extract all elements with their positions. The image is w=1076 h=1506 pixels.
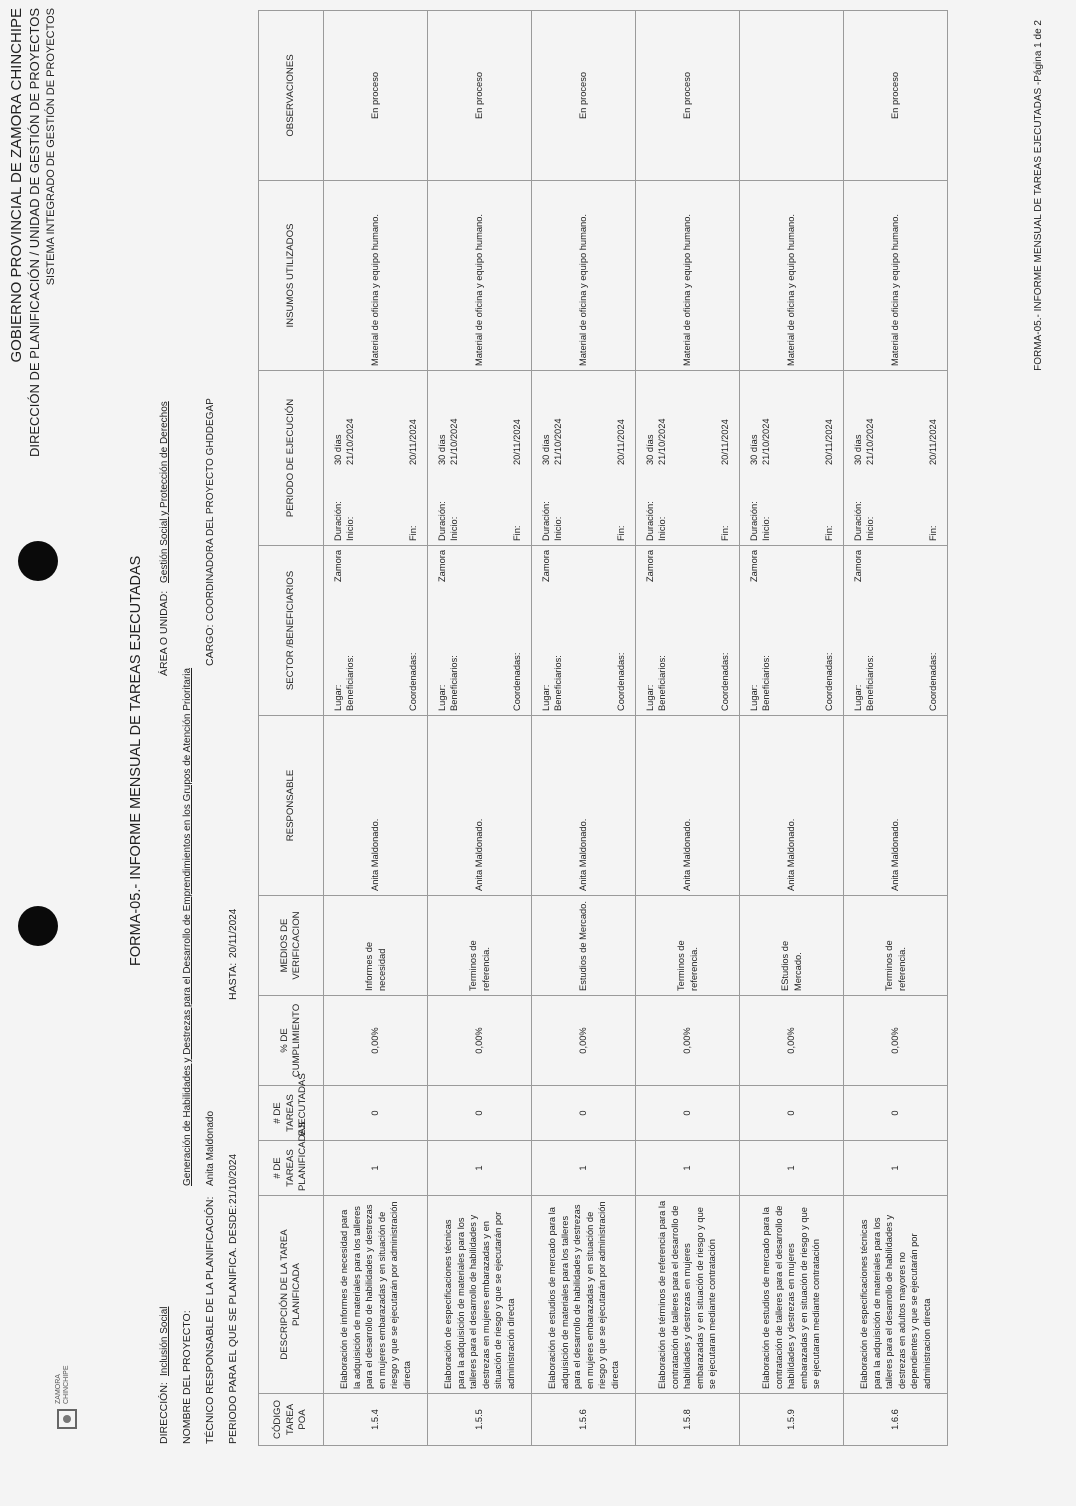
cell-responsable: Anita Maldonado. bbox=[636, 716, 740, 896]
cargo-label: CARGO: bbox=[204, 624, 216, 666]
inicio-value: 21/10/2024 bbox=[553, 418, 563, 465]
area-value: Gestión Social y Protección de Derechos bbox=[159, 401, 170, 583]
header-responsable: RESPONSABLE bbox=[259, 716, 324, 896]
table-row bbox=[428, 11, 532, 1446]
header-observaciones: OBSERVACIONES bbox=[259, 11, 324, 181]
cell-insumos: Material de oficina y equipo humano. bbox=[844, 181, 948, 371]
coordenadas-label: Coordenadas: bbox=[616, 652, 626, 711]
table-row bbox=[532, 11, 636, 1446]
lugar-value: Zamora bbox=[644, 550, 655, 583]
header-insumos: INSUMOS UTILIZADOS bbox=[259, 181, 324, 371]
fin-value: 20/11/2024 bbox=[616, 419, 626, 465]
inicio-label: Inicio: bbox=[449, 516, 459, 541]
cell-medios: EStudios de Mercado. bbox=[740, 896, 844, 996]
fin-value: 20/11/2024 bbox=[928, 419, 938, 465]
duracion-label: Duración: bbox=[436, 501, 447, 541]
cell-code: 1.5.6 bbox=[532, 1394, 636, 1446]
cell-responsable: Anita Maldonado. bbox=[324, 716, 428, 896]
cell-code: 1.5.8 bbox=[636, 1394, 740, 1446]
hasta-label: HASTA: bbox=[227, 962, 239, 1000]
cell-responsable: Anita Maldonado. bbox=[844, 716, 948, 896]
cell-executed: 0 bbox=[636, 1086, 740, 1141]
fin-label: Fin: bbox=[928, 525, 938, 541]
duracion-value: 30 días bbox=[540, 434, 551, 465]
duracion-value: 30 días bbox=[332, 434, 343, 465]
coordenadas-label: Coordenadas: bbox=[512, 652, 522, 711]
lugar-value: Zamora bbox=[332, 550, 343, 583]
cell-insumos: Material de oficina y equipo humano. bbox=[532, 181, 636, 371]
logo bbox=[55, 1361, 95, 1431]
duracion-value: 30 días bbox=[436, 434, 447, 465]
lugar-value: Zamora bbox=[436, 550, 447, 583]
table-row bbox=[324, 11, 428, 1446]
cell-observaciones: En proceso bbox=[428, 11, 532, 181]
fin-label: Fin: bbox=[616, 525, 626, 541]
lugar-label: Lugar: bbox=[852, 684, 863, 711]
dept-title: DIRECCIÓN DE PLANIFICACIÓN / UNIDAD DE GESTIÓN DE PROYECTOS bbox=[27, 8, 42, 458]
direccion-label: DIRECCIÓN: bbox=[158, 1382, 170, 1444]
table-header-row bbox=[259, 11, 324, 1446]
cell-sector bbox=[740, 546, 844, 716]
inicio-label: Inicio: bbox=[761, 516, 771, 541]
cell-planned: 1 bbox=[324, 1141, 428, 1196]
fin-label: Fin: bbox=[512, 525, 522, 541]
lugar-label: Lugar: bbox=[332, 684, 343, 711]
cell-planned: 1 bbox=[740, 1141, 844, 1196]
cell-planned: 1 bbox=[636, 1141, 740, 1196]
logo-text: ZAMORA CHINCHIPE bbox=[55, 1365, 70, 1404]
cell-insumos: Material de oficina y equipo humano. bbox=[324, 181, 428, 371]
header-descripcion: DESCRIPCIÓN DE LA TAREA PLANIFICADA bbox=[259, 1196, 324, 1394]
cell-code: 1.5.5 bbox=[428, 1394, 532, 1446]
cell-percent: 0,00% bbox=[324, 996, 428, 1086]
duracion-value: 30 días bbox=[852, 434, 863, 465]
inicio-label: Inicio: bbox=[553, 516, 563, 541]
cell-description: Elaboración de informes de necesidad para la adquisición de materiales para los talleres para el desarrollo de habilidades y destrezas en mujeres embarazadas y en situación de riesgo y que se ejecutarán por administración directa bbox=[324, 1196, 428, 1394]
fin-value: 20/11/2024 bbox=[512, 419, 522, 465]
inicio-label: Inicio: bbox=[345, 516, 355, 541]
cell-responsable: Anita Maldonado. bbox=[532, 716, 636, 896]
hasta-value: 20/11/2024 bbox=[228, 908, 239, 958]
cell-code: 1.5.9 bbox=[740, 1394, 844, 1446]
coordenadas-label: Coordenadas: bbox=[408, 652, 418, 711]
proyecto-label: NOMBRE DEL PROYECTO: bbox=[181, 1310, 193, 1444]
cell-insumos: Material de oficina y equipo humano. bbox=[428, 181, 532, 371]
cell-periodo bbox=[324, 371, 428, 546]
system-title: SISTEMA INTEGRADO DE GESTIÓN DE PROYECTOS bbox=[45, 8, 57, 286]
cell-percent: 0,00% bbox=[532, 996, 636, 1086]
cell-percent: 0,00% bbox=[740, 996, 844, 1086]
duracion-label: Duración: bbox=[540, 501, 551, 541]
lugar-value: Zamora bbox=[540, 550, 551, 583]
coordenadas-label: Coordenadas: bbox=[824, 652, 834, 711]
tasks-table bbox=[258, 10, 948, 1446]
cell-code: 1.6.6 bbox=[844, 1394, 948, 1446]
coordenadas-label: Coordenadas: bbox=[928, 652, 938, 711]
fin-value: 20/11/2024 bbox=[824, 419, 834, 465]
duracion-label: Duración: bbox=[748, 501, 759, 541]
beneficiarios-label: Beneficiarios: bbox=[345, 655, 355, 711]
cell-observaciones bbox=[740, 11, 844, 181]
area-label: ÁREA O UNIDAD: bbox=[158, 590, 170, 676]
form-title: FORMA-05.- INFORME MENSUAL DE TAREAS EJECUTADAS bbox=[128, 555, 144, 966]
duracion-label: Duración: bbox=[644, 501, 655, 541]
cell-medios: Terminos de referencia. bbox=[428, 896, 532, 996]
header-ejecutadas: # DE TAREAS EJECUTADAS bbox=[259, 1086, 324, 1141]
inicio-label: Inicio: bbox=[865, 516, 875, 541]
inicio-value: 21/10/2024 bbox=[657, 418, 667, 465]
cell-executed: 0 bbox=[532, 1086, 636, 1141]
cell-medios: Estudios de Mercado. bbox=[532, 896, 636, 996]
cell-observaciones: En proceso bbox=[532, 11, 636, 181]
cell-executed: 0 bbox=[324, 1086, 428, 1141]
cell-description: Elaboración de términos de referencia para la contratación de talleres para el desarrollo de habilidades y destrezas en mujeres embarazadas y en situación de riesgo y que se ejecutaran mediante contratación bbox=[636, 1196, 740, 1394]
punch-hole-right bbox=[18, 541, 58, 581]
lugar-value: Zamora bbox=[852, 550, 863, 583]
cell-percent: 0,00% bbox=[428, 996, 532, 1086]
duracion-label: Duración: bbox=[332, 501, 343, 541]
cell-observaciones: En proceso bbox=[324, 11, 428, 181]
header-codigo: CÓDIGO TAREA POA bbox=[259, 1394, 324, 1446]
cell-periodo bbox=[636, 371, 740, 546]
logo-emblem-icon bbox=[55, 1407, 79, 1431]
header-planificadas: # DE TAREAS PLANIFICADAS bbox=[259, 1141, 324, 1196]
cell-responsable: Anita Maldonado. bbox=[740, 716, 844, 896]
desde-value: 21/10/2024 bbox=[228, 1153, 239, 1204]
cell-medios: Terminos de referencia. bbox=[844, 896, 948, 996]
lugar-label: Lugar: bbox=[748, 684, 759, 711]
cell-insumos: Material de oficina y equipo humano. bbox=[636, 181, 740, 371]
inicio-value: 21/10/2024 bbox=[449, 418, 459, 465]
cell-planned: 1 bbox=[844, 1141, 948, 1196]
cargo-value: COORDINADORA DEL PROYECTO GHDDEGAP bbox=[205, 398, 216, 621]
beneficiarios-label: Beneficiarios: bbox=[553, 655, 563, 711]
cell-periodo bbox=[532, 371, 636, 546]
tecnico-value: Anita Maldonado bbox=[205, 1110, 216, 1186]
table-row bbox=[844, 11, 948, 1446]
lugar-label: Lugar: bbox=[644, 684, 655, 711]
cell-planned: 1 bbox=[428, 1141, 532, 1196]
desde-label: DESDE: bbox=[227, 1204, 239, 1244]
beneficiarios-label: Beneficiarios: bbox=[657, 655, 667, 711]
duracion-value: 30 días bbox=[644, 434, 655, 465]
direccion-value: Inclusión Social bbox=[159, 1306, 170, 1376]
tecnico-label: TÉCNICO RESPONSABLE DE LA PLANIFICACIÓN: bbox=[204, 1196, 216, 1444]
fin-value: 20/11/2024 bbox=[408, 419, 418, 465]
proyecto-value: Generación de Habilidades y Destrezas para el Desarrollo de Emprendimientos en los Grupos de Atención Prioritaria bbox=[182, 667, 193, 1186]
lugar-label: Lugar: bbox=[540, 684, 551, 711]
inicio-value: 21/10/2024 bbox=[865, 418, 875, 465]
periodo-label: PERIODO PARA EL QUE SE PLANIFICA. bbox=[227, 1247, 239, 1444]
cell-executed: 0 bbox=[740, 1086, 844, 1141]
cell-executed: 0 bbox=[428, 1086, 532, 1141]
cell-periodo bbox=[844, 371, 948, 546]
beneficiarios-label: Beneficiarios: bbox=[761, 655, 771, 711]
header-medios: MEDIOS DE VERIFICACION bbox=[259, 896, 324, 996]
cell-periodo bbox=[428, 371, 532, 546]
beneficiarios-label: Beneficiarios: bbox=[449, 655, 459, 711]
cell-description: Elaboración de estudios de mercado para la contratación de talleres para el desarrollo de habilidades y destrezas en mujeres embarazadas y en situación de riesgo y que se ejecutaran mediante contratación bbox=[740, 1196, 844, 1394]
cell-description: Elaboración de estudios de mercado para la adquisición de materiales para los talleres para el desarrollo de habilidades y destrezas en mujeres embarazadas y en situación de riesgo y que se ejecutarán por administración directa bbox=[532, 1196, 636, 1394]
cell-planned: 1 bbox=[532, 1141, 636, 1196]
org-title: GOBIERNO PROVINCIAL DE ZAMORA CHINCHIPE bbox=[8, 8, 25, 363]
header-sector: SECTOR /BENEFICIARIOS bbox=[259, 546, 324, 716]
cell-insumos: Material de oficina y equipo humano. bbox=[740, 181, 844, 371]
cell-observaciones: En proceso bbox=[844, 11, 948, 181]
inicio-value: 21/10/2024 bbox=[345, 418, 355, 465]
cell-responsable: Anita Maldonado. bbox=[428, 716, 532, 896]
table-row bbox=[740, 11, 844, 1446]
duracion-label: Duración: bbox=[852, 501, 863, 541]
fin-label: Fin: bbox=[408, 525, 418, 541]
cell-medios: Terminos de referencia. bbox=[636, 896, 740, 996]
page-footer: FORMA-05.- INFORME MENSUAL DE TAREAS EJECUTADAS -Página 1 de 2 bbox=[1033, 20, 1044, 371]
duracion-value: 30 días bbox=[748, 434, 759, 465]
cell-sector bbox=[428, 546, 532, 716]
coordenadas-label: Coordenadas: bbox=[720, 652, 730, 711]
cell-observaciones: En proceso bbox=[636, 11, 740, 181]
cell-percent: 0,00% bbox=[636, 996, 740, 1086]
header-cumplimiento: % DE CUMPLIMIENTO bbox=[259, 996, 324, 1086]
table-row bbox=[636, 11, 740, 1446]
table-body bbox=[324, 11, 948, 1446]
cell-percent: 0,00% bbox=[844, 996, 948, 1086]
fin-label: Fin: bbox=[824, 525, 834, 541]
cell-periodo bbox=[740, 371, 844, 546]
cell-code: 1.5.4 bbox=[324, 1394, 428, 1446]
beneficiarios-label: Beneficiarios: bbox=[865, 655, 875, 711]
cell-description: Elaboración de especificaciones técnicas para la adquisición de materiales para los talleres para el desarrollo de habilidades y destrezas en mujeres embarazadas y en situación de riesgo y que se ejecutarán por administración directa bbox=[428, 1196, 532, 1394]
cell-sector bbox=[532, 546, 636, 716]
cell-sector bbox=[324, 546, 428, 716]
lugar-value: Zamora bbox=[748, 550, 759, 583]
inicio-value: 21/10/2024 bbox=[761, 418, 771, 465]
cell-sector bbox=[636, 546, 740, 716]
fin-label: Fin: bbox=[720, 525, 730, 541]
cell-description: Elaboración de especificaciones técnicas para la adquisición de materiales para los talleres para el desarrollo de habilidades y destrezas en adultos mayores no dependientes y que se ejecutarán por administracion directa bbox=[844, 1196, 948, 1394]
cell-sector bbox=[844, 546, 948, 716]
inicio-label: Inicio: bbox=[657, 516, 667, 541]
punch-hole-left bbox=[18, 906, 58, 946]
header-periodo: PERIODO DE EJECUCIÓN bbox=[259, 371, 324, 546]
cell-executed: 0 bbox=[844, 1086, 948, 1141]
cell-medios: Informes de necesidad bbox=[324, 896, 428, 996]
lugar-label: Lugar: bbox=[436, 684, 447, 711]
fin-value: 20/11/2024 bbox=[720, 419, 730, 465]
